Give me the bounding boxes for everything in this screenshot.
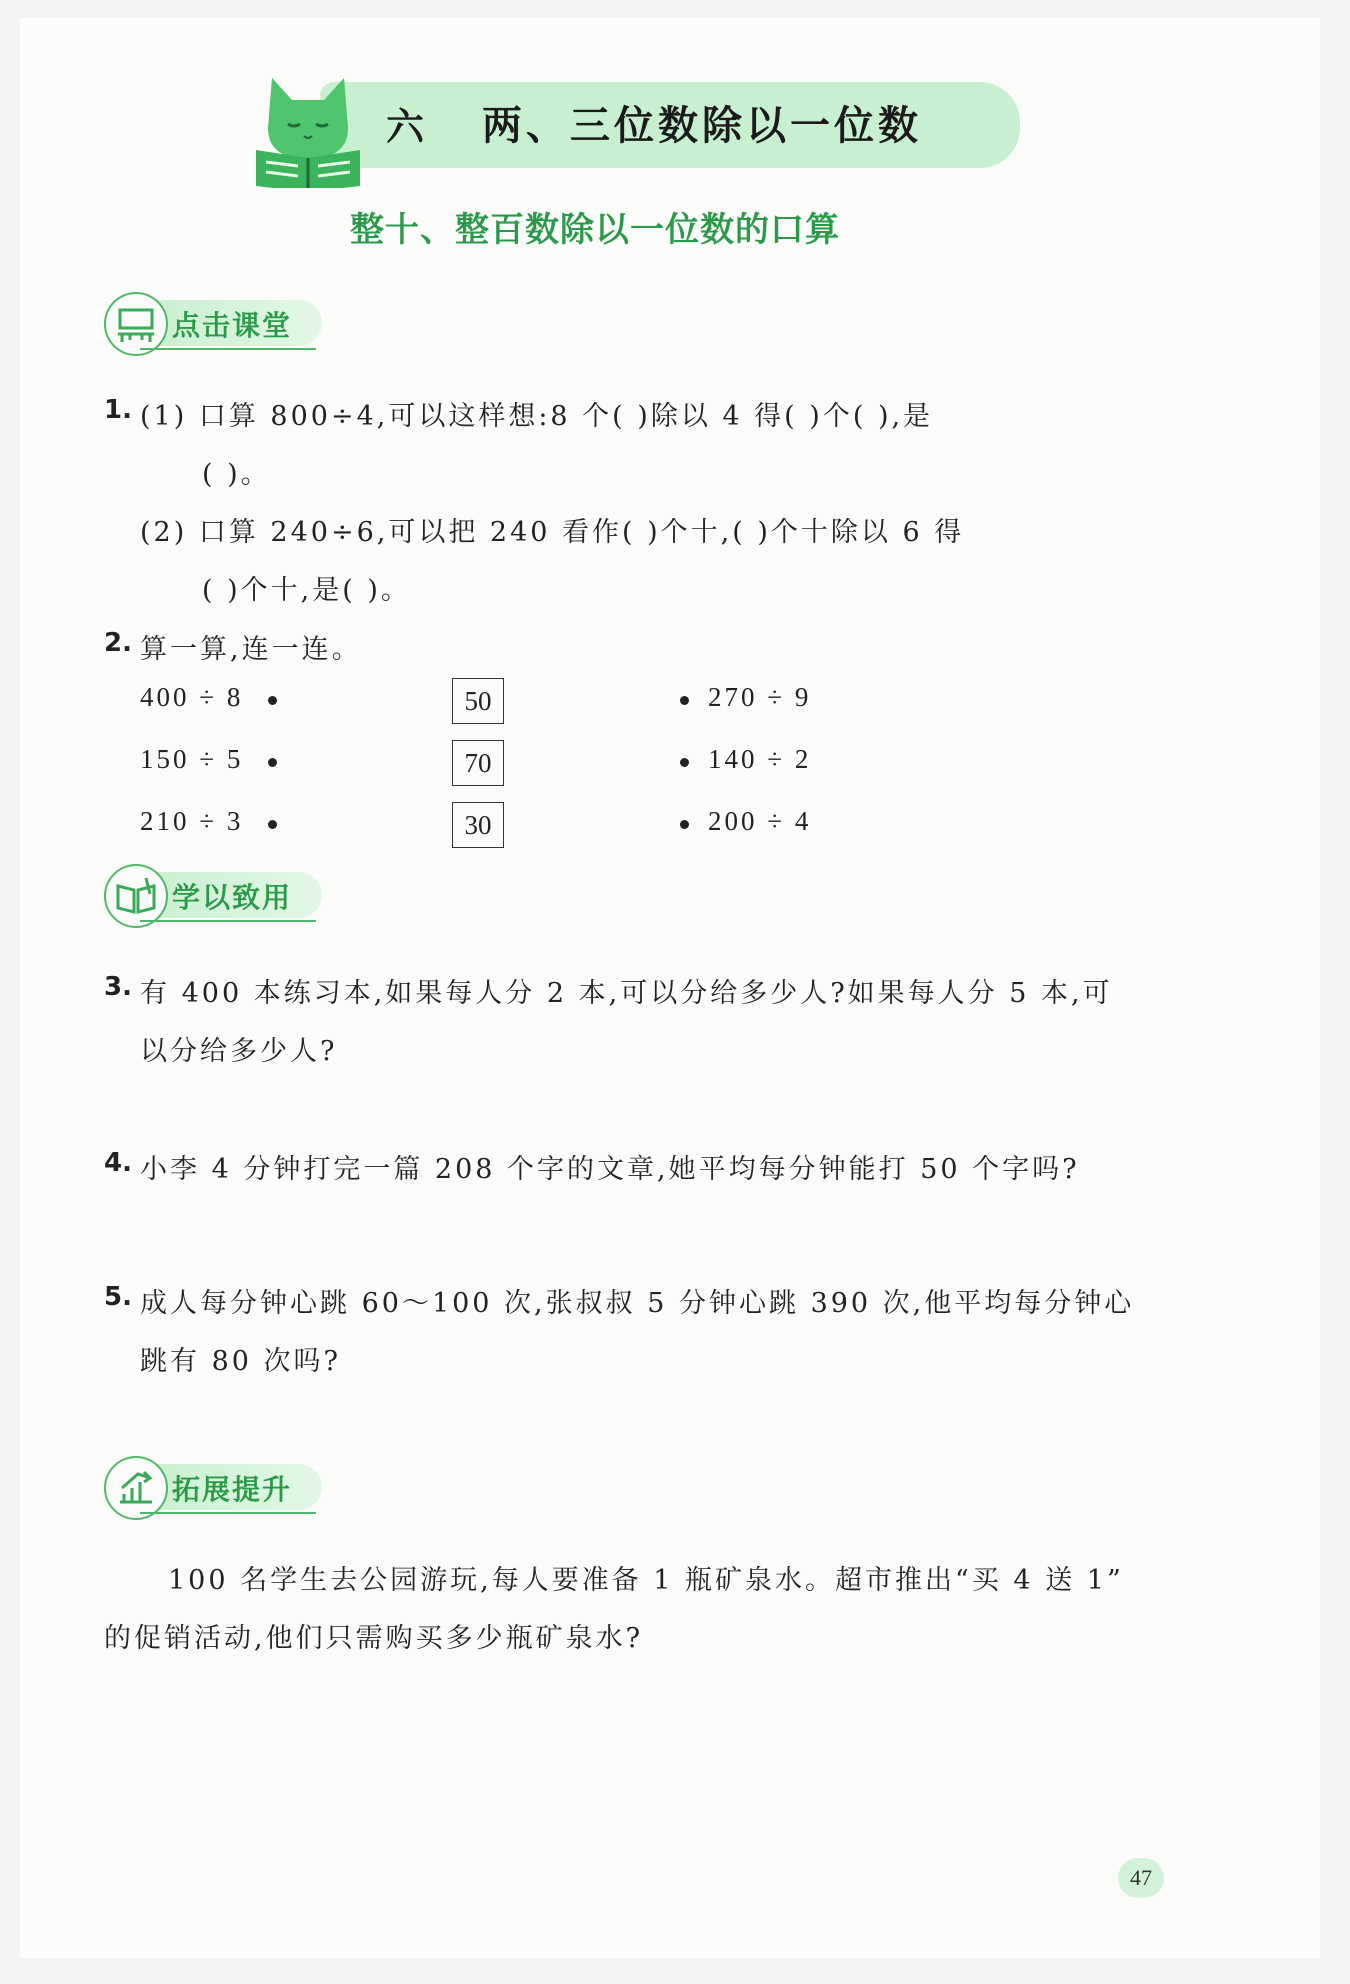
match-middle-box[interactable]: 50 [452,678,504,724]
match-left-item: 210 ÷ 3 [140,806,244,836]
match-right-dot[interactable] [680,820,689,829]
q3-line2: 以分给多少人? [140,1036,338,1067]
growth-icon [104,1456,168,1520]
q4-line1: 小李 4 分钟打完一篇 208 个字的文章,她平均每分钟能打 50 个字吗? [140,1154,1080,1185]
match-right-item: 140 ÷ 2 [708,744,812,774]
q3-line1: 有 400 本练习本,如果每人分 2 本,可以分给多少人?如果每人分 5 本,可 [140,978,1113,1009]
section-underline [140,1512,316,1514]
extension-line2: 的促销活动,他们只需购买多少瓶矿泉水? [104,1623,644,1654]
book-icon [104,864,168,928]
match-right-dot[interactable] [680,758,689,767]
q5-line2: 跳有 80 次吗? [140,1346,341,1377]
match-right-item: 200 ÷ 4 [708,806,812,836]
question-number-5: 5. [104,1282,132,1312]
section-underline [140,348,316,350]
section-underline [140,920,316,922]
extension-line1: 100 名学生去公园游玩,每人要准备 1 瓶矿泉水。超市推出“买 4 送 1” [168,1565,1124,1596]
page-number: 47 [1118,1858,1164,1898]
q1-part1-line2: ( )。 [202,459,271,490]
match-right-item: 270 ÷ 9 [708,682,812,712]
match-middle-box[interactable]: 70 [452,740,504,786]
q2-title: 算一算,连一连。 [140,634,362,665]
section-title-extend: 拓展提升 [172,1473,293,1506]
chapter-title: 两、三位数除以一位数 [482,103,922,149]
question-number-2: 2. [104,628,132,658]
match-left-dot[interactable] [268,758,277,767]
match-middle-box[interactable]: 30 [452,802,504,848]
cat-reading-icon [248,58,368,188]
match-left-item: 400 ÷ 8 [140,682,244,712]
section-title-apply: 学以致用 [172,881,293,914]
match-left-dot[interactable] [268,820,277,829]
q1-part1-line1: (1) 口算 800÷4,可以这样想:8 个( )除以 4 得( )个( ),是 [140,401,934,432]
question-number-4: 4. [104,1148,132,1178]
question-number-3: 3. [104,972,132,1002]
chapter-number: 六 [386,105,425,149]
q1-part2-line1: (2) 口算 240÷6,可以把 240 看作( )个十,( )个十除以 6 得 [140,517,965,548]
lesson-title: 整十、整百数除以一位数的口算 [350,210,840,250]
question-number-1: 1. [104,395,132,425]
page [20,18,1320,1958]
match-right-dot[interactable] [680,696,689,705]
match-left-item: 150 ÷ 5 [140,744,244,774]
q1-part2-line2: ( )个十,是( )。 [202,575,411,606]
match-left-dot[interactable] [268,696,277,705]
classroom-icon [104,292,168,356]
q5-line1: 成人每分钟心跳 60～100 次,张叔叔 5 分钟心跳 390 次,他平均每分钟心 [140,1288,1135,1319]
section-title-classroom: 点击课堂 [172,309,293,342]
